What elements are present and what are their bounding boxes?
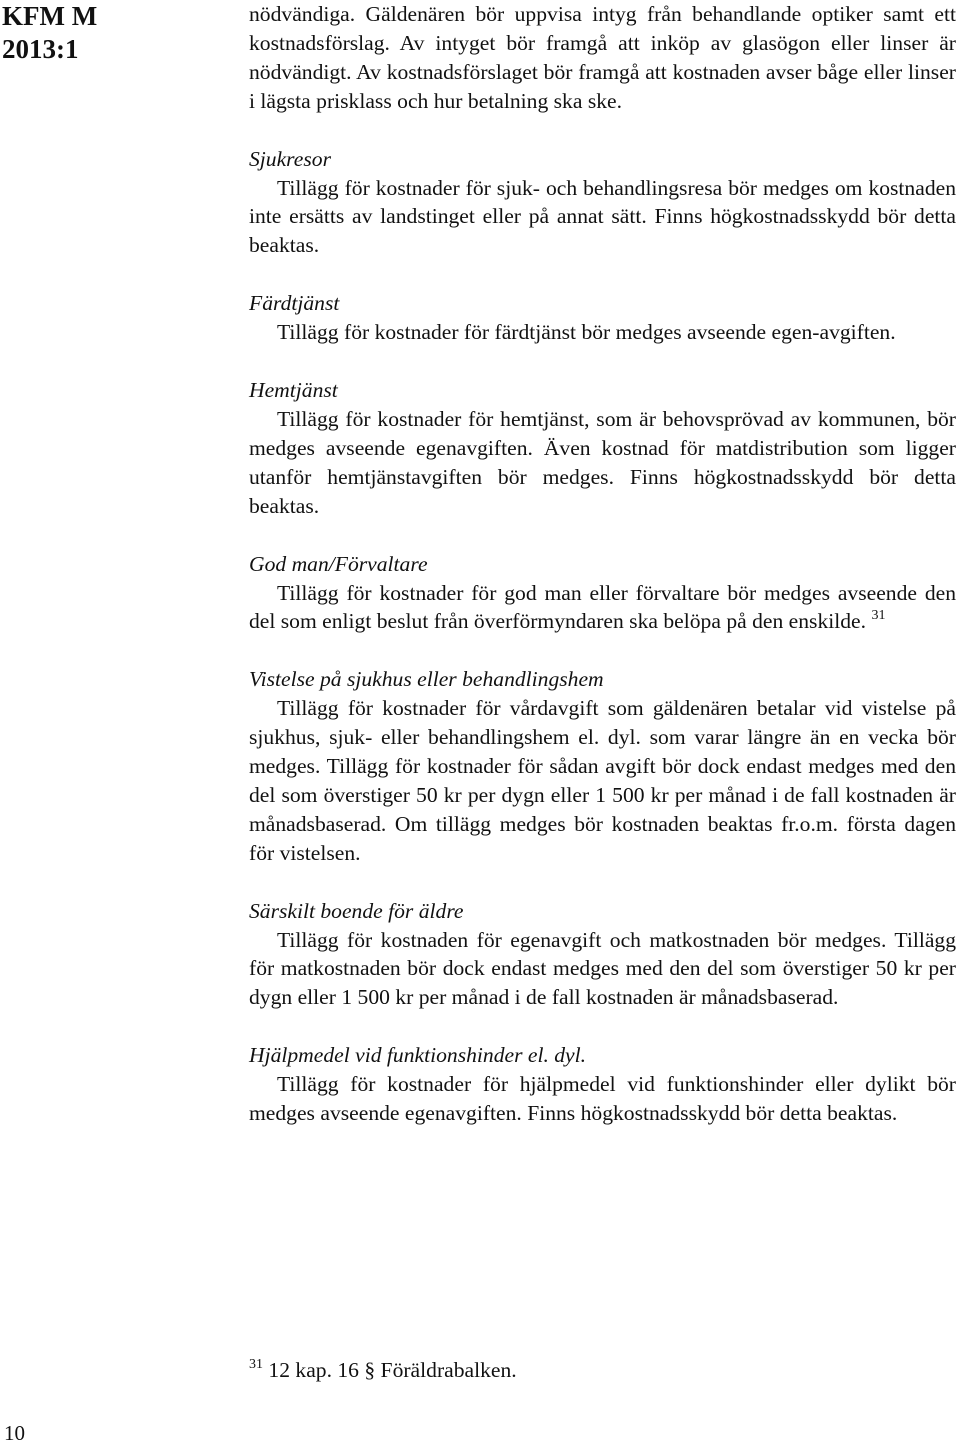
document-id-label [2,0,97,66]
section-heading: Hjälpmedel vid funktionshinder el. dyl. [249,1043,587,1068]
document-body [249,0,956,1157]
footnote [249,1356,517,1384]
section-heading: Färdtjänst [249,291,340,316]
section-fardtjanst [249,289,956,347]
document-id-line2: 2013:1 [2,34,79,64]
section-sjukresor [249,145,956,261]
section-vistelse [249,665,956,867]
footnote-number: 31 [249,1357,263,1372]
section-text-body: Tillägg för kostnader för god man eller förvaltare bör medges avseende den del som enligt beslut från överförmyndaren ska belöpa på den enskilde. [249,580,956,634]
intro-paragraph: nödvändiga. Gäldenären bör uppvisa intyg från behandlande optiker samt ett kostnadsförslag. Av intyget bör framgå att inköp av glasögon eller linser är nödvändigt. Av kostnadsförslaget bör framgå att kostnaden avser båge eller linser i lägsta prisklass och hur betalning ska ske. [249,2,956,113]
section-heading: Vistelse på sjukhus eller behandlingshem [249,667,604,692]
footnote-reference[interactable]: 31 [871,608,886,624]
section-heading: God man/Förvaltare [249,551,428,576]
section-text: Tillägg för kostnader för hemtjänst, som är behovsprövad av kommunen, bör medges avseende egenavgiften. Även kostnad för matdistribution som ligger utanför hemtjänstavgiften bör medges. Finns högkostnadsskydd bör detta beaktas. [249,406,956,518]
section-heading: Hemtjänst [249,378,338,403]
section-heading: Särskilt boende för äldre [249,898,464,923]
page-number: 10 [4,1421,25,1445]
section-text: Tillägg för kostnader för vårdavgift som gäldenären betalar vid vistelse på sjukhus, sjuk- eller behandlingshem el. dyl. som varar längre än en vecka bör medges. Tillägg för kostnader för sådan avgift bör dock endast medges med den del som överstiger 50 kr per dygn eller 1 500 kr per månad i de fall kostnaden är månadsbaserad. Om tillägg medges bör kostnaden beaktas fr.o.m. första dagen för vistelsen. [249,696,956,865]
section-godman [249,550,956,637]
section-text: Tillägg för kostnader för sjuk- och behandlingsresa bör medges om kostnaden inte ersätts av landstinget eller på annat sätt. Finns högkostnadsskydd bör detta beaktas. [249,175,956,258]
section-text: Tillägg för kostnaden för egenavgift och matkostnaden bör medges. Tillägg för matkostnaden bör dock endast medges med den del som överstiger 50 kr per dygn eller 1 500 kr per månad i de fall kostnaden är månadsbaserad. [249,927,956,1010]
section-text [249,579,956,637]
section-hjalpmedel [249,1041,956,1128]
section-text: Tillägg för kostnader för färdtjänst bör medges avseende egen-avgiften. [277,320,896,345]
section-sarskilt-boende [249,897,956,1013]
section-hemtjanst [249,376,956,521]
section-text: Tillägg för kostnader för hjälpmedel vid funktionshinder eller dylikt bör medges avseende egenavgiften. Finns högkostnadsskydd bör detta beaktas. [249,1072,956,1126]
document-id-line1: KFM M [2,1,98,31]
footnote-text: 12 kap. 16 § Föräldrabalken. [268,1358,517,1382]
section-heading: Sjukresor [249,146,331,171]
